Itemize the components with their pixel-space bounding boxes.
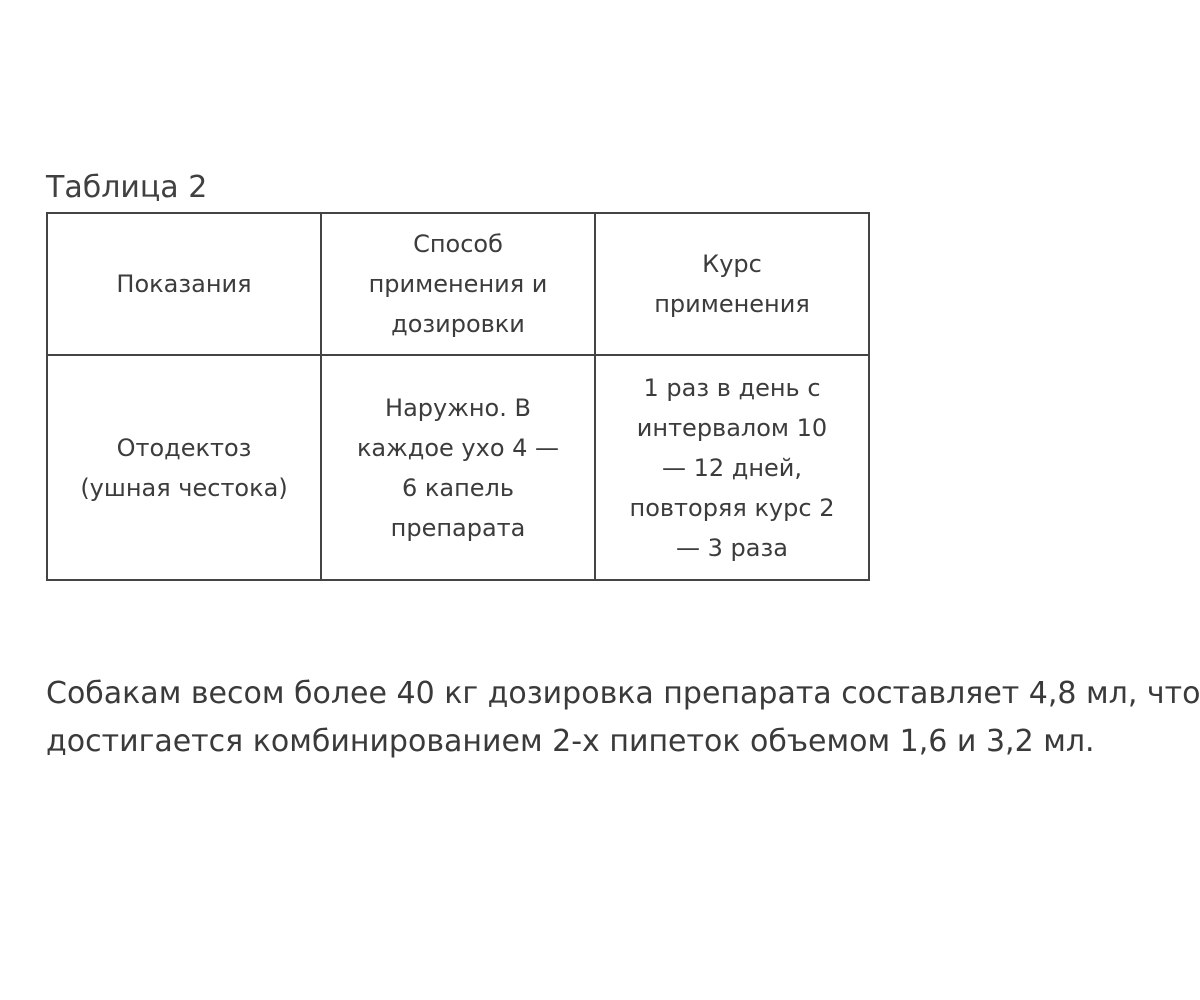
cell-course-text: 1 раз в день с интервалом 10 — 12 дней, повторяя курс 2 — 3 раза: [629, 373, 835, 562]
table-row: [47, 355, 869, 580]
header-indications: [47, 213, 321, 355]
cell-method-dosage-text: Наружно. В каждое ухо 4 — 6 капель препарата: [356, 393, 560, 542]
cell-indication: [47, 355, 321, 580]
header-method-dosage: [321, 213, 595, 355]
cell-indication-text: Отодектоз (ушная честока): [80, 433, 288, 502]
header-method-dosage-text: Способ применения и дозировки: [368, 230, 548, 338]
cell-method-dosage: [321, 355, 595, 580]
dosage-note: Собакам весом более 40 кг дозировка препарата составляет 4,8 мл, что достигается комбинированием 2-х пипеток объемом 1,6 и 3,2 мл.: [46, 676, 1200, 759]
dosage-table: [46, 212, 870, 581]
header-course: [595, 213, 869, 355]
cell-course: [595, 355, 869, 580]
header-indications-text: Показания: [116, 270, 252, 298]
header-course-text: Курс применения: [654, 250, 810, 318]
table-header-row: [47, 213, 869, 355]
table-caption: Таблица 2: [46, 170, 208, 205]
